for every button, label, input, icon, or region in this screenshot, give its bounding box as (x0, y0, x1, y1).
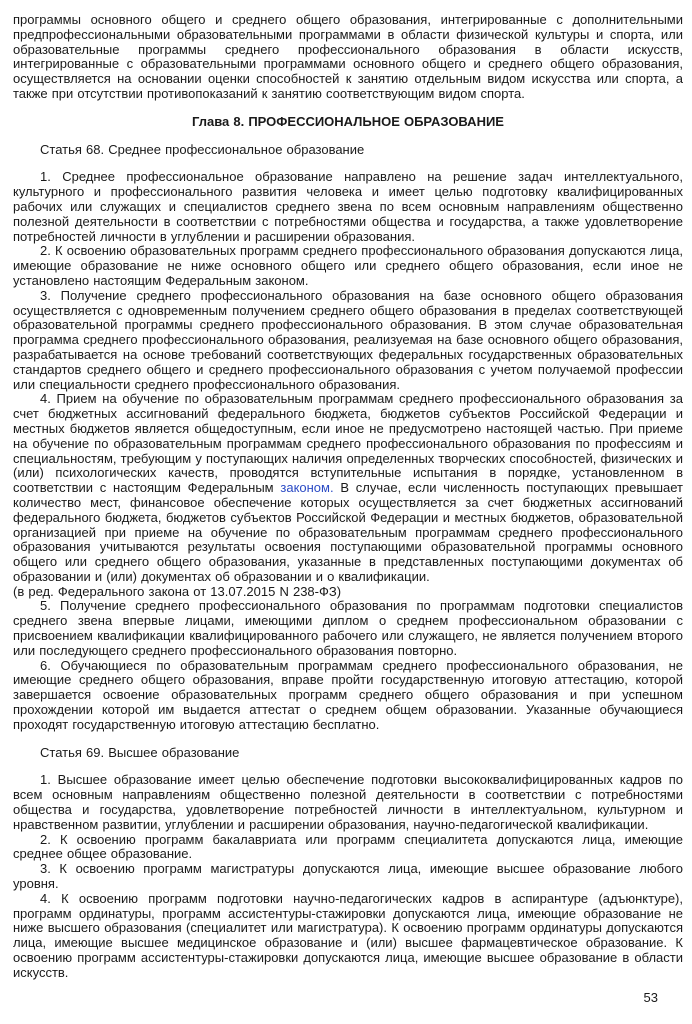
paragraph-4-text-before-link: 4. Прием на обучение по образовательным программам среднего профессионального образования за счет бюджетных ассигнований федерального бюджета, бюджетов субъектов Российской Федерации и местных бюджетов является общедоступным, если иное не предусмотрено настоящей частью. При приеме на обучение по образовательным программам среднего профессионального образования по профессиям и специальностям, требующим у поступающих наличия определенных творческих способностей, физических и (или) психологических качеств, проводятся вступительные испытания в порядке, установленном в соответствии с настоящим Федеральным (13, 391, 683, 496)
article-69-title: Статья 69. Высшее образование (40, 744, 240, 760)
paragraph-4-text-after-link: В случае, если численность поступающих превышает количество мест, финансовое обеспечение которых осуществляется за счет бюджетных ассигнований федерального бюджета, бюджетов субъектов Российской Федерации и местных бюджетов, образовательной организацией при приеме на обучение по образовательным программам среднего профессионального образования учитываются результаты освоения поступающими образовательной программы основного общего или среднего общего образования, указанные в представленных поступающими документах об образовании и (или) документах об образовании и о квалификации. (13, 480, 683, 584)
amendment-note: (в ред. Федерального закона от 13.07.2015 N 238-ФЗ) (13, 583, 342, 599)
article-69-paragraph-4: 4. К освоению программ подготовки научно-педагогических кадров в аспирантуре (адъюнктуре), программ ординатуры, программ ассистентуры-стажировки допускаются лица, имеющие образование не ниже высшего образования (специалитет или магистратура). К освоению программ ординатуры допускаются лица, имеющие высшее медицинское образование и (или) высшее фармацевтическое образование. К освоению программ ассистентуры-стажировки допускаются лица, имеющие высшее образование в области искусств. (13, 890, 683, 980)
article-68-paragraph-1: 1. Среднее профессиональное образование направлено на решение задач интеллектуального, культурного и профессионального развития человека и имеет целью подготовку квалифицированных рабочих или служащих и специалистов среднего звена по всем основным направлениям общественно полезной деятельности в соответствии с потребностями общества и государства, а также удовлетворение потребностей личности в углублении и расширении образования. (13, 169, 683, 244)
article-68-paragraph-3: 3. Получение среднего профессионального образования на базе основного общего образования осуществляется с одновременным получением среднего общего образования в пределах соответствующей образовательной программы среднего профессионального образования. В этом случае образовательная программа среднего профессионального образования, реализуемая на базе основного общего образования, разрабатывается на основе требований соответствующих федеральных государственных образовательных стандартов среднего общего и среднего профессионального образования с учетом получаемой профессии или специальности среднего профессионального образования. (13, 287, 683, 392)
chapter-8-heading: Глава 8. ПРОФЕССИОНАЛЬНОЕ ОБРАЗОВАНИЕ (192, 113, 504, 129)
article-68-paragraph-2: 2. К освоению образовательных программ среднего профессионального образования допускаются лица, имеющие образование не ниже основного общего или среднего общего образования, если иное не установлено настоящим Федеральным законом. (13, 243, 683, 288)
article-68-paragraph-4 (13, 392, 683, 584)
federal-law-link[interactable]: законом. (280, 480, 334, 496)
continued-paragraph: программы основного общего и среднего общего образования, интегрированные с дополнительными предпрофессиональными образовательными программами в области физической культуры и спорта, или образовательные программы среднего профессионального образования в области искусств, интегрированные с образовательными программами основного общего и среднего общего образования, осуществляется на основании оценки способностей к занятию отдельным видом искусства или спорта, а также при отсутствии противопоказаний к занятию соответствующим видом спорта. (13, 12, 683, 101)
article-68-paragraph-6: 6. Обучающиеся по образовательным программам среднего профессионального образования, не имеющие среднего общего образования, вправе пройти государственную итоговую аттестацию, которой завершается освоение образовательных программ среднего общего образования и при успешном прохождении которой им выдается аттестат о среднем общем образовании. Указанные обучающиеся проходят государственную итоговую аттестацию бесплатно. (13, 657, 683, 732)
article-68-title: Статья 68. Среднее профессиональное образование (40, 141, 365, 157)
article-68-paragraph-5: 5. Получение среднего профессионального образования по программам подготовки специалистов среднего звена впервые лицами, имеющими диплом о среднем профессиональном образовании с присвоением квалификации квалифицированного рабочего или служащего, не является получением второго или последующего среднего профессионального образования повторно. (13, 598, 683, 658)
article-69-paragraph-1: 1. Высшее образование имеет целью обеспечение подготовки высококвалифицированных кадров по всем основным направлениям общественно полезной деятельности в соответствии с потребностями общества и государства, удовлетворение потребностей личности в интеллектуальном, культурном и нравственном развитии, углублении и расширении образования, научно-педагогической квалификации. (13, 772, 683, 832)
article-69-paragraph-2: 2. К освоению программ бакалавриата или программ специалитета допускаются лица, имеющие среднее общее образование. (13, 831, 683, 862)
page-number: 53 (643, 990, 658, 1005)
article-69-paragraph-3: 3. К освоению программ магистратуры допускаются лица, имеющие высшее образование любого уровня. (13, 861, 683, 892)
